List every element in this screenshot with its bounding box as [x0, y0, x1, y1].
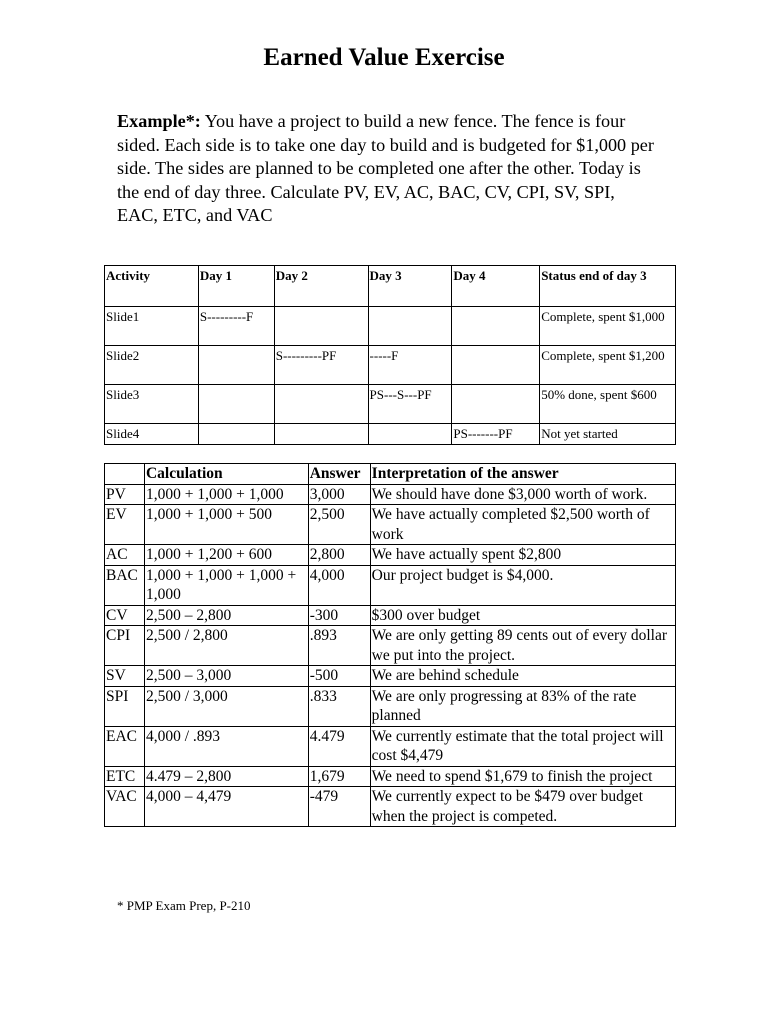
calculation-table [104, 463, 676, 827]
answer-cell: -500 [308, 666, 370, 687]
calculation-cell: 4,000 – 4,479 [144, 787, 308, 827]
calc-header-cell: Answer [308, 464, 370, 485]
table-row [105, 346, 676, 385]
table-cell: Complete, spent $1,200 [540, 346, 676, 385]
example-paragraph [117, 110, 657, 228]
example-label: Example*: [117, 111, 201, 131]
footnote: * PMP Exam Prep, P-210 [117, 898, 251, 913]
schedule-header-row [105, 266, 676, 307]
table-row [105, 666, 676, 687]
calculation-cell: 2,500 – 3,000 [144, 666, 308, 687]
interpretation-cell: $300 over budget [370, 605, 675, 626]
schedule-header-cell: Day 2 [274, 266, 368, 307]
table-row [105, 385, 676, 424]
table-cell: S---------F [198, 307, 274, 346]
metric-cell: BAC [105, 565, 145, 605]
interpretation-cell: We should have done $3,000 worth of work. [370, 484, 675, 505]
example-text: You have a project to build a new fence. The fence is four sided. Each side is to take one day to build and is budgeted for $1,000 per side. The sides are planned to be completed one after the other. Today is the end of day three. Calculate PV, EV, AC, BAC, CV, CPI, SV, SPI, EAC, ETC, and VAC [117, 111, 654, 226]
table-cell [452, 346, 540, 385]
metric-cell: PV [105, 484, 145, 505]
calculation-cell: 4,000 / .893 [144, 726, 308, 766]
calculation-cell: 1,000 + 1,000 + 500 [144, 505, 308, 545]
metric-cell: ETC [105, 766, 145, 787]
table-row [105, 505, 676, 545]
schedule-header-cell: Activity [105, 266, 199, 307]
interpretation-cell: We currently expect to be $479 over budget when the project is competed. [370, 787, 675, 827]
table-row [105, 686, 676, 726]
calc-header-cell: Calculation [144, 464, 308, 485]
interpretation-cell: We are only progressing at 83% of the rate planned [370, 686, 675, 726]
table-row [105, 766, 676, 787]
calculation-cell: 2,500 – 2,800 [144, 605, 308, 626]
metric-cell: EAC [105, 726, 145, 766]
metric-cell: SV [105, 666, 145, 687]
calculation-cell: 4.479 – 2,800 [144, 766, 308, 787]
table-cell: S---------PF [274, 346, 368, 385]
table-row [105, 787, 676, 827]
metric-cell: SPI [105, 686, 145, 726]
answer-cell: .893 [308, 626, 370, 666]
table-row [105, 626, 676, 666]
table-row [105, 545, 676, 566]
table-cell [274, 424, 368, 445]
table-cell: PS-------PF [452, 424, 540, 445]
calculation-cell: 1,000 + 1,000 + 1,000 [144, 484, 308, 505]
answer-cell: 2,800 [308, 545, 370, 566]
table-cell: Slide4 [105, 424, 199, 445]
schedule-header-cell: Day 1 [198, 266, 274, 307]
table-cell: Slide1 [105, 307, 199, 346]
answer-cell: -479 [308, 787, 370, 827]
answer-cell: 1,679 [308, 766, 370, 787]
interpretation-cell: We are behind schedule [370, 666, 675, 687]
interpretation-cell: Our project budget is $4,000. [370, 565, 675, 605]
calc-header-cell [105, 464, 145, 485]
table-cell [198, 424, 274, 445]
metric-cell: AC [105, 545, 145, 566]
schedule-header-cell: Status end of day 3 [540, 266, 676, 307]
page-title: Earned Value Exercise [263, 44, 505, 71]
answer-cell: .833 [308, 686, 370, 726]
table-cell [368, 307, 452, 346]
metric-cell: CV [105, 605, 145, 626]
answer-cell: 4.479 [308, 726, 370, 766]
table-cell [452, 385, 540, 424]
answer-cell: -300 [308, 605, 370, 626]
calculation-cell: 2,500 / 2,800 [144, 626, 308, 666]
table-cell [368, 424, 452, 445]
table-cell: 50% done, spent $600 [540, 385, 676, 424]
table-cell: -----F [368, 346, 452, 385]
answer-cell: 3,000 [308, 484, 370, 505]
metric-cell: CPI [105, 626, 145, 666]
table-cell: Slide2 [105, 346, 199, 385]
schedule-header-cell: Day 3 [368, 266, 452, 307]
table-cell: Not yet started [540, 424, 676, 445]
table-row [105, 565, 676, 605]
table-cell: PS---S---PF [368, 385, 452, 424]
schedule-table [104, 265, 676, 445]
table-cell [452, 307, 540, 346]
table-row [105, 424, 676, 445]
calculation-cell: 2,500 / 3,000 [144, 686, 308, 726]
interpretation-cell: We have actually completed $2,500 worth of work [370, 505, 675, 545]
metric-cell: VAC [105, 787, 145, 827]
calc-header-row [105, 464, 676, 485]
answer-cell: 4,000 [308, 565, 370, 605]
calculation-cell: 1,000 + 1,200 + 600 [144, 545, 308, 566]
table-row [105, 726, 676, 766]
answer-cell: 2,500 [308, 505, 370, 545]
schedule-header-cell: Day 4 [452, 266, 540, 307]
table-cell [274, 385, 368, 424]
calc-header-cell: Interpretation of the answer [370, 464, 675, 485]
table-cell [198, 346, 274, 385]
interpretation-cell: We are only getting 89 cents out of every dollar we put into the project. [370, 626, 675, 666]
interpretation-cell: We have actually spent $2,800 [370, 545, 675, 566]
table-row [105, 484, 676, 505]
table-cell: Slide3 [105, 385, 199, 424]
table-row [105, 605, 676, 626]
calculation-cell: 1,000 + 1,000 + 1,000 + 1,000 [144, 565, 308, 605]
table-cell [274, 307, 368, 346]
table-cell [198, 385, 274, 424]
table-row [105, 307, 676, 346]
metric-cell: EV [105, 505, 145, 545]
interpretation-cell: We currently estimate that the total project will cost $4,479 [370, 726, 675, 766]
table-cell: Complete, spent $1,000 [540, 307, 676, 346]
interpretation-cell: We need to spend $1,679 to finish the project [370, 766, 675, 787]
